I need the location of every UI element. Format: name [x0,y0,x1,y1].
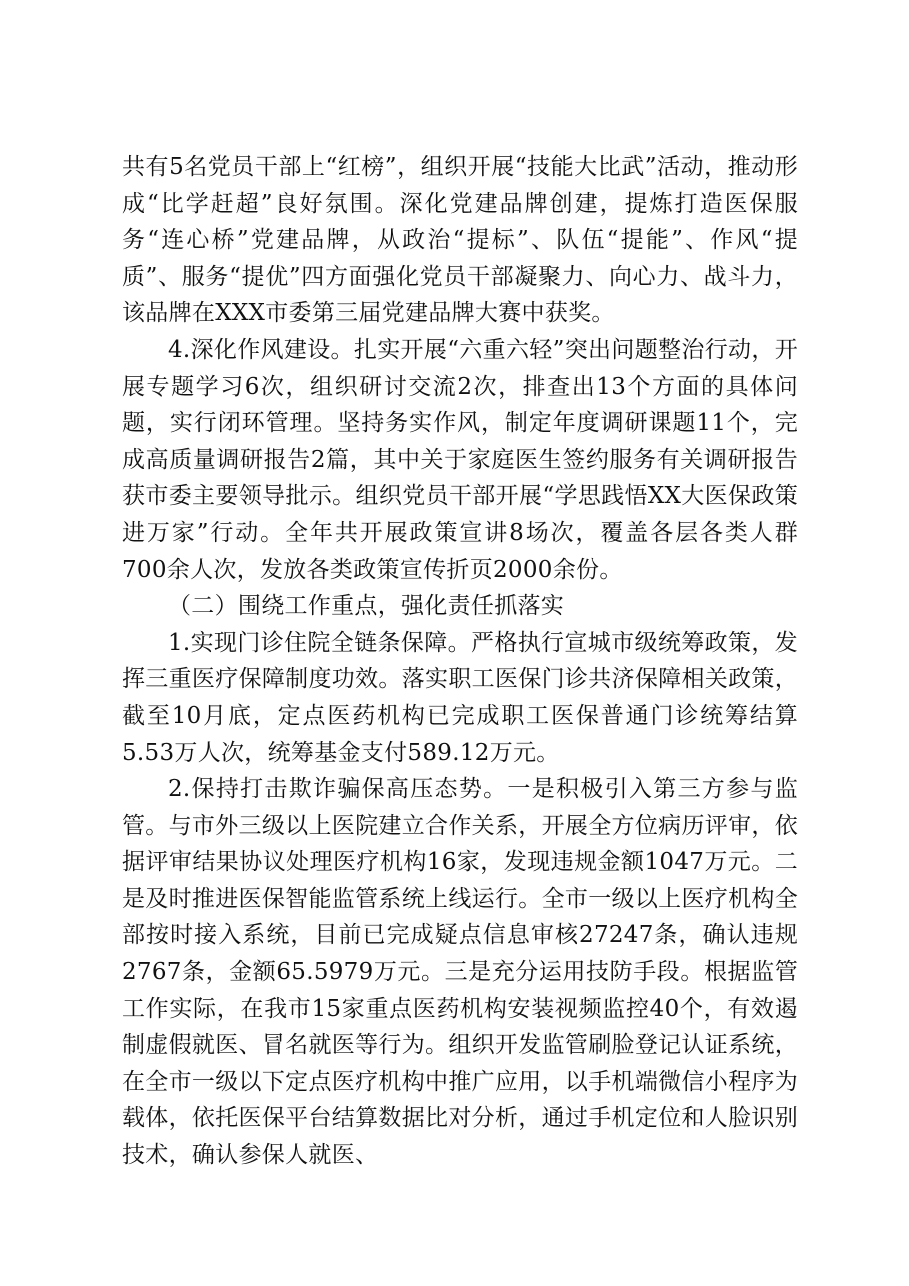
paragraph-work-style: 4.深化作风建设。扎实开展“六重六轻”突出问题整治行动，开展专题学习6次，组织研讨交流2次，排查出13个方面的具体问题，实行闭环管理。坚持务实作风，制定年度调研课题11个，完成高质量调研报告2篇，其中关于家庭医生签约服务有关调研报告获市委主要领导批示。组织党员干部开展“学思践悟XX大医保政策进万家”行动。全年共开展政策宣讲8场次，覆盖各层各类人群700余人次，发放各类政策宣传折页2000余份。 [122,336,798,583]
document-body [122,149,798,1174]
paragraph-anti-fraud: 2.保持打击欺诈骗保高压态势。一是积极引入第三方参与监管。与市外三级以上医院建立合作关系，开展全方位病历评审，依据评审结果协议处理医疗机构16家，发现违规金额1047万元。二是及时推进医保智能监管系统上线运行。全市一级以上医疗机构全部按时接入系统，目前已完成疑点信息审核27247条，确认违规2767条，金额65.5979万元。三是充分运用技防手段。根据监管工作实际，在我市15家重点医药机构安装视频监控40个，有效遏制虚假就医、冒名就医等行为。组织开发监管刷脸登记认证系统，在全市一级以下定点医疗机构中推广应用，以手机端微信小程序为载体，依托医保平台结算数据比对分析，通过手机定位和人脸识别技术，确认参保人就医、 [122,776,798,1169]
paragraph-outpatient-coverage: 1.实现门诊住院全链条保障。严格执行宣城市级统筹政策，发挥三重医疗保障制度功效。落实职工医保门诊共济保障相关政策，截至10月底，定点医药机构已完成职工医保普通门诊统筹结算5.53万人次，统筹基金支付589.12万元。 [122,629,798,766]
paragraph-party-brand: 共有5名党员干部上“红榜”，组织开展“技能大比武”活动，推动形成“比学赶超”良好氛围。深化党建品牌创建，提炼打造医保服务“连心桥”党建品牌，从政治“提标”、队伍“提能”、作风“提质”、服务“提优”四方面强化党员干部凝聚力、向心力、战斗力，该品牌在XXX市委第三届党建品牌大赛中获奖。 [122,154,798,327]
section-heading: （二）围绕工作重点，强化责任抓落实 [168,593,565,620]
